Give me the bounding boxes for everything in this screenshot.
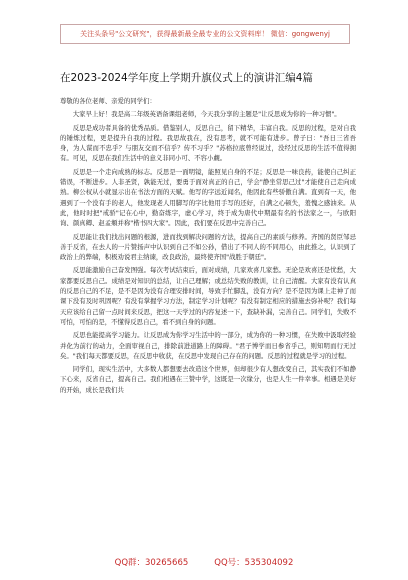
footer-qq-group: QQ群：30265665 xyxy=(114,558,189,568)
header-notice-banner xyxy=(60,24,350,44)
document-title: 在2023-2024学年度上学期升旗仪式上的演讲汇编4篇 xyxy=(60,72,313,84)
paragraph: 反思也能提高学习能力。让反思成为你学习生活中的一部分，成为你的一种习惯，在失败中汲取经验并化为前行的动力，全面审视自己，排除前进道路上的障碍。"君子博学而日参省乎己，则知明而行无过矣。"我们每天都要反思，在反思中收获，在反思中发现自己存在的问题。反思的过程就是学习的过程。 xyxy=(60,331,356,360)
paragraph: 反思能激励自己奋发图强。每次考试结束后，面对成绩，几家欢喜几家愁。无论是欢喜还是忧愁，大家都要反思自己。成绩是对知识的总结，让自己理解；或总结失败的教训，让自己清醒。大家有没有认真的反思自己的不足，是不是因为没有合理安排时间，导致手忙脚乱，没有方向？是不是因为课上走神了而课下没有及时巩固呢？有没有掌握学习方法，制定学习计划呢？有没有制定相应的措施去弥补呢？我们每天应该给自己留一点时间来反思，把这一天学过的内容复述一下，查缺补漏，完善自己。同学们，失败不可怕，可怕的是，不懂得反思自己，看不到自身的问题。 xyxy=(60,266,356,326)
footer-qq: QQ号：535304092 xyxy=(214,558,294,568)
paragraph: 大家早上好！我是高二年级英语备课组老师，今天我分享的主题是"让反思成为你的一种习惯"。 xyxy=(72,110,341,119)
header-notice-text: 关注头条号"公文研究"，获得最新最全最专业的公文资料库！ 微信：gongwenyj xyxy=(80,30,330,38)
salutation: 尊敬的各位老师、亲爱的同学们： xyxy=(60,97,156,105)
paragraph: 反思是一个走向成熟的标志。反思是一面明镜，能照见自身的不足；反思是一味良药，能使自己纠正错误，不断进步。人非圣贤，孰能无过，要勇于面对真正的自己，学会"静坐常思己过"才能使自己走向成熟。柳公权从小就显示出在书法方面的天赋。他写的字远近闻名，他因此有些骄傲自满。直到有一天，他遇到了一个没有手的老人，他发现老人用脚写的字比他用手写的还好，自满之心顿失，羞愧之感油来。从此，他时时把"戒骄"记在心中，勤奋练字，虚心学习，终于成为唐代中期最有名的书法家之一，与欧阳询、颜真卿、赵孟頫并称"楷书四大家"。因此，我们要在反思中完善自己。 xyxy=(60,167,356,228)
document-body xyxy=(60,96,356,398)
paragraph: 反思能让我们找出问题的根源，进而找到解决问题的方法，提高自己的素质与修养。齐国的贤臣邹忌善于反省，在去人的一片赞扬声中认识到自己不如公孙，借出了不同人的不同用心，由此推之，认识到了政治上的弊端，积极劝说君主纳谏，改良政治，最终使齐国"战胜于朝廷"。 xyxy=(60,232,356,262)
paragraph: 反思是成功者具备的优秀品质。借鉴别人，反思自己，留下精华，丰富自我。反思的过程，是对自我的锤炼过程，更是提升自我的过程。我思故我在，没有思考，就不可能有进步。曾子曰："吾日三省吾身，为人谋而不忠乎？与朋友交而不信乎？传不习乎？"苏格拉底曾经说过，没经过反思的生活不值得拥有。可见，反思在我们生活中的意义非同小可、不容小觑。 xyxy=(60,123,356,163)
page-footer xyxy=(0,556,408,568)
paragraph: 同学们，现实生活中，大多数人都想要去改造这个世界，但却很少有人想改变自己，其实我们不如静下心来，反省自己，提高自己。我们相遇在三赞中学，这既是一次缘分，也是人生一件幸事。相遇是美好的开始，成长是我们共 xyxy=(60,365,356,394)
